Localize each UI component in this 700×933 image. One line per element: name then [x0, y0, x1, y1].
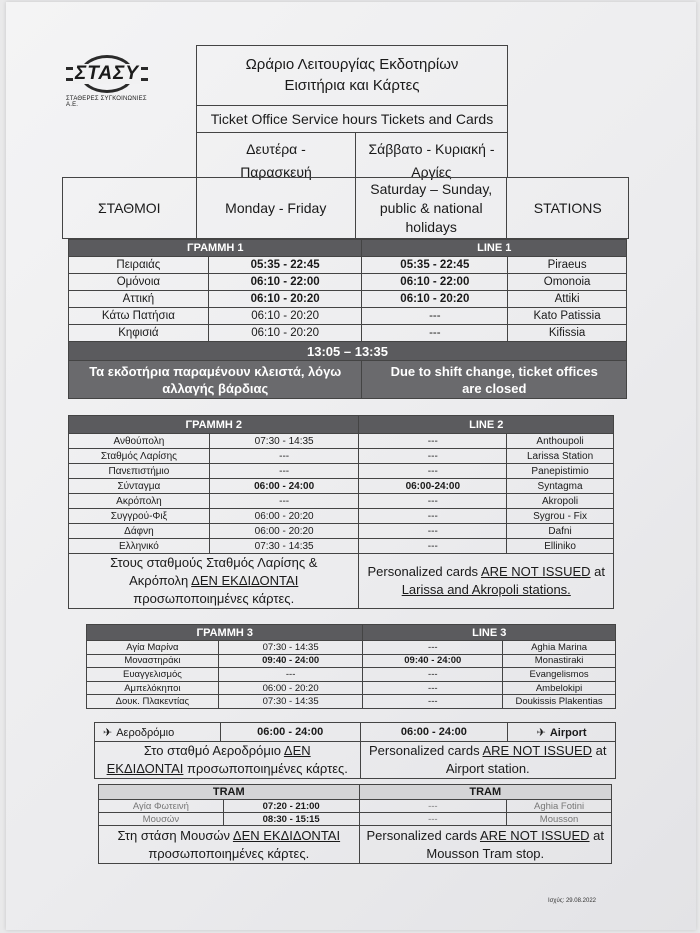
line1-row [69, 257, 627, 274]
line3-station-gr: Μοναστηράκι [87, 654, 219, 668]
line2-row [69, 524, 614, 539]
title-english: Ticket Office Service hours Tickets and Cards [196, 105, 508, 133]
tram-row [99, 813, 612, 826]
line2-station-gr: Ανθούπολη [69, 434, 210, 449]
title-gr-line2: Εισιτήρια και Κάρτες [284, 77, 420, 94]
tram-table [98, 784, 612, 864]
airport-note-en: Personalized cards ARE NOT ISSUED at Airport station. [360, 742, 615, 779]
line3-station-gr: Δουκ. Πλακεντίας [87, 695, 219, 709]
line1-row [69, 274, 627, 291]
line2-station-en: Larissa Station [507, 449, 614, 464]
col-weekday-en: Monday - Friday [197, 178, 356, 238]
line2-station-gr: Σταθμός Λαρίσης [69, 449, 210, 464]
tram-station-gr: Μουσών [99, 813, 224, 826]
line2-station-gr: Ακρόπολη [69, 494, 210, 509]
column-headers [62, 177, 629, 239]
line2-weekday-hours: 07:30 - 14:35 [209, 434, 359, 449]
tram-row [99, 800, 612, 813]
logo-word: ΣΤΑΣΥ [74, 63, 140, 84]
line2-row [69, 479, 614, 494]
line3-row [87, 668, 616, 682]
line1-break-note-gr: Τα εκδοτήρια παραμένουν κλειστά, λόγω αλλαγής βάρδιας [69, 361, 362, 399]
line2-weekday-hours: 06:00 - 20:20 [209, 509, 359, 524]
line2-weekday-hours: 06:00 - 24:00 [209, 479, 359, 494]
tram-title-en: TRAM [359, 785, 611, 800]
line1-title-gr: ΓΡΑΜΜΗ 1 [69, 240, 362, 257]
line2-weekday-hours: --- [209, 449, 359, 464]
line2-station-en: Sygrou - Fix [507, 509, 614, 524]
airport-note-gr: Στο σταθμό Αεροδρόμιο ΔΕΝ ΕΚΔΙΔΟΝΤΑΙ προσωποποιημένες κάρτες. [95, 742, 361, 779]
line2-weekend-hours: --- [359, 509, 507, 524]
col-weekend-en: Saturday – Sunday, public & national holidays [356, 178, 507, 238]
day-headers-greek [196, 133, 508, 180]
line3-weekday-hours: 09:40 - 24:00 [218, 654, 363, 668]
weekend-header-gr: Σάββατο - Κυριακή - Αργίες [368, 141, 495, 180]
line1-weekend-hours: 05:35 - 22:45 [362, 257, 508, 274]
line1-weekend-hours: --- [362, 325, 508, 342]
line3-station-en: Monastiraki [503, 654, 616, 668]
line1-weekday-hours: 05:35 - 22:45 [208, 257, 362, 274]
airport-table [94, 722, 616, 779]
line2-weekend-hours: --- [359, 449, 507, 464]
line3-station-gr: Αγία Μαρίνα [87, 641, 219, 655]
line2-title-en: LINE 2 [359, 416, 614, 434]
tram-note-gr: Στη στάση Μουσών ΔΕΝ ΕΚΔΙΔΟΝΤΑΙ προσωποποιημένες κάρτες. [99, 826, 360, 864]
line3-station-en: Aghia Marina [503, 641, 616, 655]
line1-break-note-en: Due to shift change, ticket offices are closed [362, 361, 627, 399]
weekday-header-gr: Δευτέρα - Παρασκευή [197, 133, 356, 177]
line3-station-gr: Αμπελόκηποι [87, 681, 219, 695]
stasy-logo [66, 54, 156, 108]
line3-weekend-hours: --- [363, 668, 503, 682]
line1-weekday-hours: 06:10 - 20:20 [208, 308, 362, 325]
line2-weekend-hours: --- [359, 494, 507, 509]
line2-note-en: Personalized cards ARE NOT ISSUED at Larissa and Akropoli stations. [359, 554, 614, 609]
line3-station-gr: Ευαγγελισμός [87, 668, 219, 682]
line3-weekend-hours: --- [363, 681, 503, 695]
line3-station-en: Doukissis Plakentias [503, 695, 616, 709]
tram-station-en: Mousson [507, 813, 612, 826]
line2-weekend-hours: --- [359, 539, 507, 554]
line2-station-gr: Πανεπιστήμιο [69, 464, 210, 479]
line3-row [87, 641, 616, 655]
line2-table [68, 415, 614, 609]
line1-station-gr: Κάτω Πατήσια [69, 308, 209, 325]
line1-station-en: Kato Patissia [508, 308, 627, 325]
line2-note-gr: Στους σταθμούς Σταθμός Λαρίσης & Ακρόπολη ΔΕΝ ΕΚΔΙΔΟΝΤΑΙ προσωποποιημένες κάρτες. [69, 554, 359, 609]
line1-row [69, 325, 627, 342]
line2-row [69, 434, 614, 449]
line2-weekend-hours: 06:00-24:00 [359, 479, 507, 494]
line1-break-time: 13:05 – 13:35 [69, 342, 627, 361]
line2-station-gr: Σύνταγμα [69, 479, 210, 494]
line3-title-gr: ΓΡΑΜΜΗ 3 [87, 625, 363, 641]
line2-station-en: Panepistimio [507, 464, 614, 479]
line3-weekend-hours: --- [363, 695, 503, 709]
col-stations-en: STATIONS [533, 199, 602, 216]
line3-weekday-hours: --- [218, 668, 363, 682]
line2-station-gr: Συγγρού-Φιξ [69, 509, 210, 524]
title-greek [196, 45, 508, 105]
line1-weekday-hours: 06:10 - 20:20 [208, 291, 362, 308]
line1-station-en: Piraeus [508, 257, 627, 274]
line3-weekday-hours: 07:30 - 14:35 [218, 641, 363, 655]
line2-weekend-hours: --- [359, 464, 507, 479]
line1-weekend-hours: 06:10 - 20:20 [362, 291, 508, 308]
line3-weekday-hours: 06:00 - 20:20 [218, 681, 363, 695]
title-gr-line1: Ωράριο Λειτουργίας Εκδοτηρίων [245, 56, 459, 73]
line2-station-en: Dafni [507, 524, 614, 539]
line2-row [69, 494, 614, 509]
line1-station-en: Attiki [508, 291, 627, 308]
tram-weekend-hours: --- [359, 800, 507, 813]
line1-weekday-hours: 06:10 - 20:20 [208, 325, 362, 342]
line1-station-en: Kifissia [508, 325, 627, 342]
line3-station-en: Ambelokipi [503, 681, 616, 695]
line1-table [68, 239, 627, 399]
tram-station-gr: Αγία Φωτεινή [99, 800, 224, 813]
line3-weekend-hours: --- [363, 641, 503, 655]
airplane-icon: ✈ [536, 726, 546, 739]
line1-weekday-hours: 06:10 - 22:00 [208, 274, 362, 291]
line3-weekday-hours: 07:30 - 14:35 [218, 695, 363, 709]
line2-station-en: Anthoupoli [507, 434, 614, 449]
line1-station-gr: Αττική [69, 291, 209, 308]
tram-title-gr: TRAM [99, 785, 360, 800]
col-stations-gr: ΣΤΑΘΜΟΙ [63, 178, 197, 238]
line1-row [69, 291, 627, 308]
line1-row [69, 308, 627, 325]
line1-station-gr: Πειραιάς [69, 257, 209, 274]
logo-subtitle: ΣΤΑΘΕΡΕΣ ΣΥΓΚΟΙΝΩΝΙΕΣ Α.Ε. [66, 96, 147, 108]
tram-weekend-hours: --- [359, 813, 507, 826]
airplane-icon: ✈ [103, 726, 113, 739]
airport-station-en: ✈ Airport [508, 723, 616, 742]
line2-station-en: Syntagma [507, 479, 614, 494]
line2-weekday-hours: --- [209, 464, 359, 479]
line2-weekday-hours: 07:30 - 14:35 [209, 539, 359, 554]
line3-station-en: Evangelismos [503, 668, 616, 682]
airport-station-gr: ✈ Αεροδρόμιο [95, 723, 221, 742]
line3-row [87, 654, 616, 668]
line3-row [87, 695, 616, 709]
tram-note-en: Personalized cards ARE NOT ISSUED at Mousson Tram stop. [359, 826, 611, 864]
line1-weekend-hours: 06:10 - 22:00 [362, 274, 508, 291]
line2-row [69, 449, 614, 464]
notice-sheet [6, 2, 696, 930]
line2-weekend-hours: --- [359, 434, 507, 449]
validity-stamp: Ισχύς: 29.08.2022 [547, 898, 596, 904]
line2-weekend-hours: --- [359, 524, 507, 539]
stasy-emblem-icon [66, 54, 148, 94]
line3-weekend-hours: 09:40 - 24:00 [363, 654, 503, 668]
line1-weekend-hours: --- [362, 308, 508, 325]
line1-station-gr: Κηφισιά [69, 325, 209, 342]
line1-station-en: Omonoia [508, 274, 627, 291]
line2-weekday-hours: --- [209, 494, 359, 509]
tram-station-en: Aghia Fotini [507, 800, 612, 813]
line2-station-gr: Ελληνικό [69, 539, 210, 554]
line2-weekday-hours: 06:00 - 20:20 [209, 524, 359, 539]
line2-station-gr: Δάφνη [69, 524, 210, 539]
line2-row [69, 464, 614, 479]
line2-title-gr: ΓΡΑΜΜΗ 2 [69, 416, 359, 434]
line3-title-en: LINE 3 [363, 625, 616, 641]
line3-row [87, 681, 616, 695]
airport-weekend-hours: 06:00 - 24:00 [360, 723, 508, 742]
line1-title-en: LINE 1 [362, 240, 627, 257]
line2-row [69, 509, 614, 524]
line3-table [86, 624, 616, 709]
tram-weekday-hours: 08:30 - 15:15 [223, 813, 359, 826]
tram-weekday-hours: 07:20 - 21:00 [223, 800, 359, 813]
airport-weekday-hours: 06:00 - 24:00 [220, 723, 360, 742]
line2-station-en: Elliniko [507, 539, 614, 554]
line2-row [69, 539, 614, 554]
line2-station-en: Akropoli [507, 494, 614, 509]
line1-station-gr: Ομόνοια [69, 274, 209, 291]
